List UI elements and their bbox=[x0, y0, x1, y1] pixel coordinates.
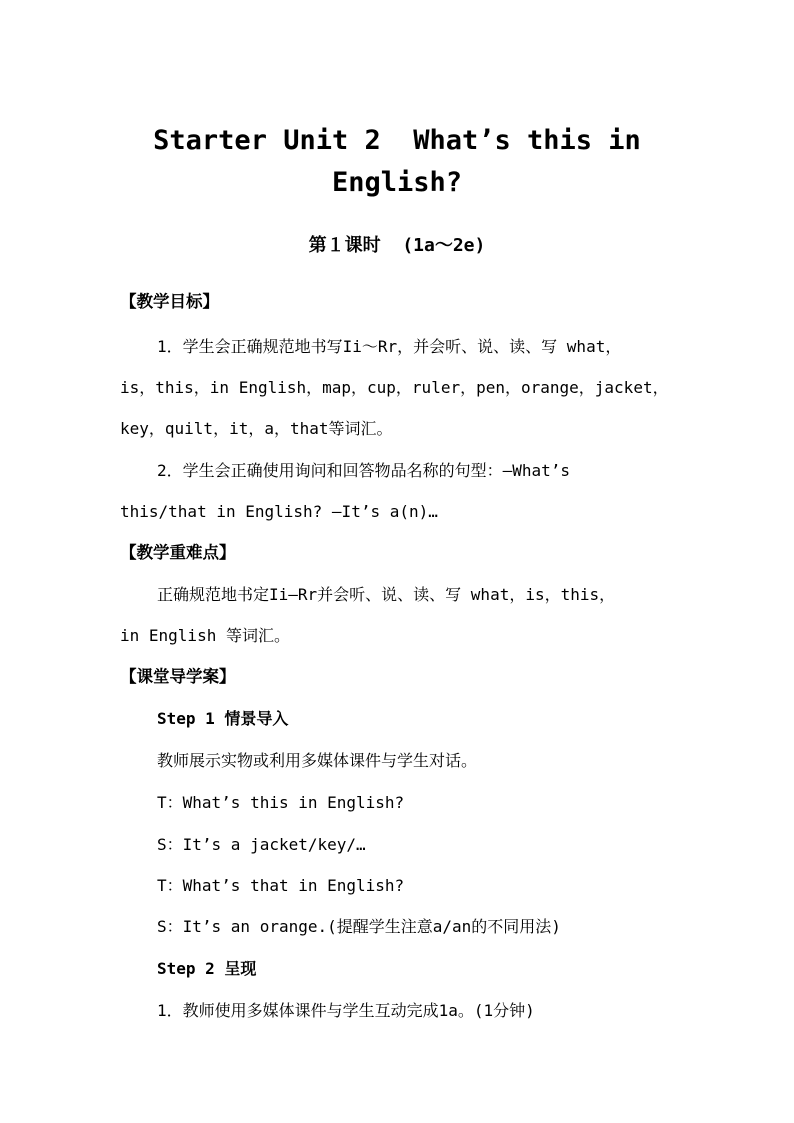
lesson-subtitle: 第１课时 (1a～2e) bbox=[308, 235, 486, 256]
objectives-heading: 【教学目标】 bbox=[120, 292, 219, 311]
dialog-line-2: S：It’s a jacket/key/… bbox=[157, 835, 366, 854]
step2-title: Step 2 呈现 bbox=[157, 959, 257, 978]
objective1-line2: is，this，in English，map，cup，ruler，pen，orange，jacket， bbox=[120, 378, 669, 397]
objective2-line1: 2．学生会正确使用询问和回答物品名称的句型：—What’s bbox=[157, 461, 571, 480]
objective1-line1: 1．学生会正确规范地书写Ii～Rr，并会听、说、读、写 what， bbox=[157, 337, 622, 356]
dialog-line-3: T：What’s that in English? bbox=[157, 876, 405, 895]
document-title-line2: English? bbox=[331, 167, 463, 198]
keypoints-line2: in English 等词汇。 bbox=[120, 626, 290, 645]
step1-intro: 教师展示实物或利用多媒体课件与学生对话。 bbox=[157, 751, 478, 770]
document-title-line1: Starter Unit 2 What’s this in bbox=[153, 125, 641, 156]
dialog-line-1: T：What’s this in English? bbox=[157, 793, 405, 812]
step2-item1: 1．教师使用多媒体课件与学生互动完成1a。(1分钟) bbox=[157, 1001, 535, 1020]
keypoints-heading: 【教学重难点】 bbox=[120, 543, 236, 562]
guide-heading: 【课堂导学案】 bbox=[120, 667, 236, 686]
dialog-line-4: S：It’s an orange.(提醒学生注意a/an的不同用法) bbox=[157, 917, 561, 936]
objective2-line2: this/that in English? —It’s a(n)… bbox=[120, 502, 438, 521]
objective1-line3: key，quilt，it，a，that等词汇。 bbox=[120, 419, 393, 438]
keypoints-line1: 正确规范地书定Ii—Rr并会听、说、读、写 what，is，this， bbox=[157, 585, 616, 604]
step1-title: Step 1 情景导入 bbox=[157, 709, 289, 728]
